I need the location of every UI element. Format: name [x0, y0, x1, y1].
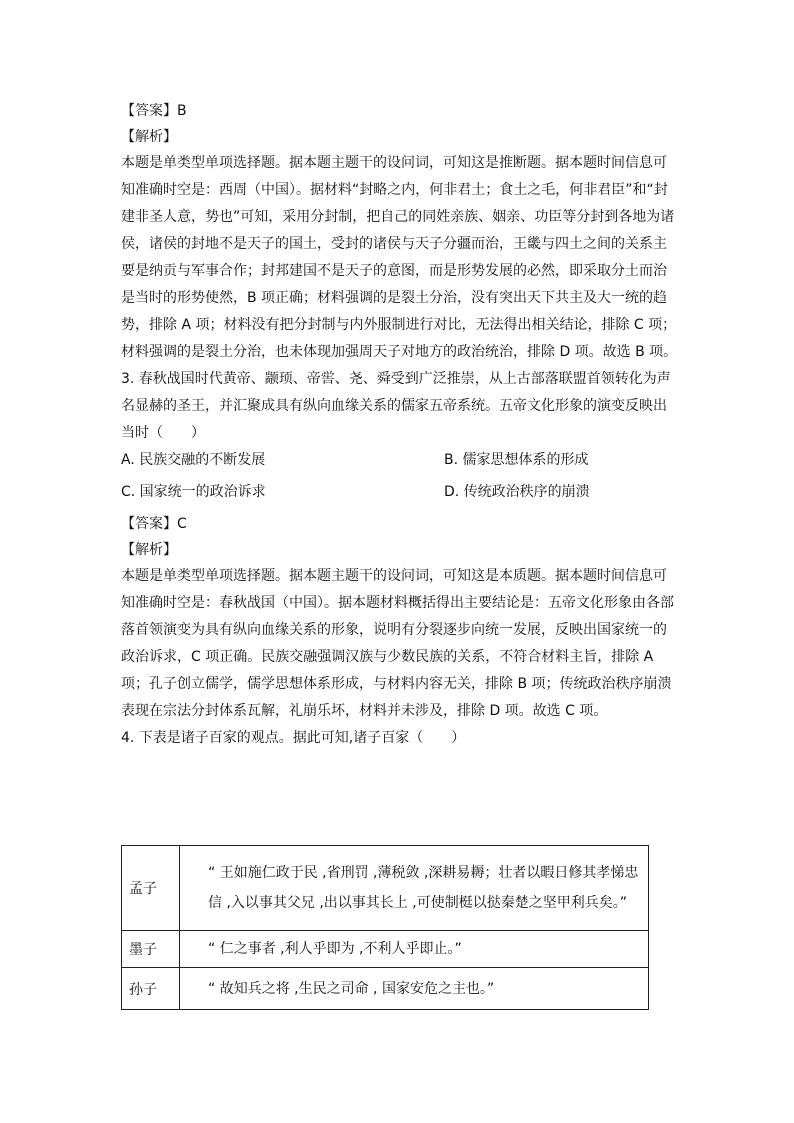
philosophers-table — [121, 845, 649, 1010]
analysis-label: 【解析】 — [121, 129, 177, 145]
analysis-line: 落首领演变为具有纵向血缘关系的形象，说明有分裂逐步向统一发展，反映出国家统一的 — [121, 622, 667, 638]
analysis-line: 本题是单类型单项选择题。据本题主题干的设问词，可知这是推断题。据本题时间信息可 — [121, 155, 667, 171]
option-a: A. 民族交融的不断发展 — [121, 452, 266, 468]
answer-label: 【答案】C — [121, 516, 187, 532]
quote-line: 信 ,入以事其父兄 ,出以事其长上 ,可使制梃以挞秦楚之坚甲利兵矣。” — [208, 895, 627, 911]
analysis-line: 政治诉求，C 项正确。民族交融强调汉族与少数民族的关系，不符合材料主旨，排除 A — [121, 649, 654, 665]
philosopher-name: 孟子 — [122, 846, 180, 931]
option-row — [121, 482, 671, 514]
analysis-line: 侯，诸侯的封地不是天子的国土，受封的诸侯与天子分疆而治，王畿与四土之间的关系主 — [121, 236, 667, 252]
question-stem: 3. 春秋战国时代黄帝、颛顼、帝喾、尧、舜受到广泛推崇，从上古部落联盟首领转化为声 — [121, 371, 671, 387]
analysis-line: 建非圣人意，势也”可知，采用分封制，把自己的同姓亲族、姻亲、功臣等分封到各地为诸 — [121, 209, 675, 225]
table-row — [122, 931, 649, 968]
analysis-line: 材料强调的是裂土分治，也未体现加强周天子对地方的政治统治，排除 D 项。故选 B 项。 — [121, 344, 678, 360]
option-d: D. 传统政治秩序的崩溃 — [444, 484, 590, 500]
analysis-line: 知准确时空是：西周（中国）。据材料“封略之内，何非君土；食土之毛，何非君臣”和“封 — [121, 182, 668, 198]
document-content — [121, 101, 678, 755]
analysis-line: 知准确时空是：春秋战国（中国）。据本题材料概括得出主要结论是：五帝文化形象由各部 — [121, 595, 674, 611]
analysis-line: 本题是单类型单项选择题。据本题主题干的设问词，可知这是本质题。据本题时间信息可 — [121, 568, 667, 584]
analysis-line: 要是纳贡与军事合作；封邦建国不是天子的意图，而是形势发展的必然，即采取分土而治 — [121, 263, 667, 279]
analysis-line: 是当时的形势使然，B 项正确；材料强调的是裂土分治，没有突出天下共主及大一统的趋 — [121, 290, 668, 306]
analysis-line: 表现在宗法分封体系瓦解，礼崩乐坏，材料并未涉及，排除 D 项。故选 C 项。 — [121, 703, 608, 719]
philosopher-quote — [180, 931, 649, 968]
philosopher-name: 孙子 — [122, 968, 180, 1010]
philosopher-quote — [180, 968, 649, 1010]
question-stem: 4. 下表是诸子百家的观点。据此可知,诸子百家（ ） — [121, 730, 466, 746]
quote-line: “ 故知兵之将 ,生民之司命 , 国家安危之主也。” — [208, 980, 495, 997]
option-row — [121, 450, 671, 482]
question-stem: 当时（ ） — [121, 425, 205, 441]
table-row — [122, 968, 649, 1010]
option-c: C. 国家统一的政治诉求 — [121, 484, 266, 500]
question-stem: 名显赫的圣王，并汇聚成具有纵向血缘关系的儒家五帝系统。五帝文化形象的演变反映出 — [121, 398, 667, 414]
option-b: B. 儒家思想体系的形成 — [444, 452, 589, 468]
analysis-line: 项；孔子创立儒学，儒学思想体系形成，与材料内容无关，排除 B 项；传统政治秩序崩溃 — [121, 676, 672, 692]
quote-line: “ 仁之事者 ,利人乎即为 ,不利人乎即止。” — [208, 941, 462, 957]
analysis-label: 【解析】 — [121, 542, 177, 558]
analysis-line: 势，排除 A 项；材料没有把分封制与内外服制进行对比，无法得出相关结论，排除 C 项； — [121, 317, 677, 333]
table-row — [122, 846, 649, 931]
answer-label: 【答案】B — [121, 103, 187, 119]
philosopher-quote — [180, 846, 649, 931]
philosopher-name: 墨子 — [122, 931, 180, 968]
quote-line: “ 王如施仁政于民 ,省刑罚 ,薄税敛 ,深耕易耨；壮者以暇日修其孝悌忠 — [208, 865, 639, 881]
